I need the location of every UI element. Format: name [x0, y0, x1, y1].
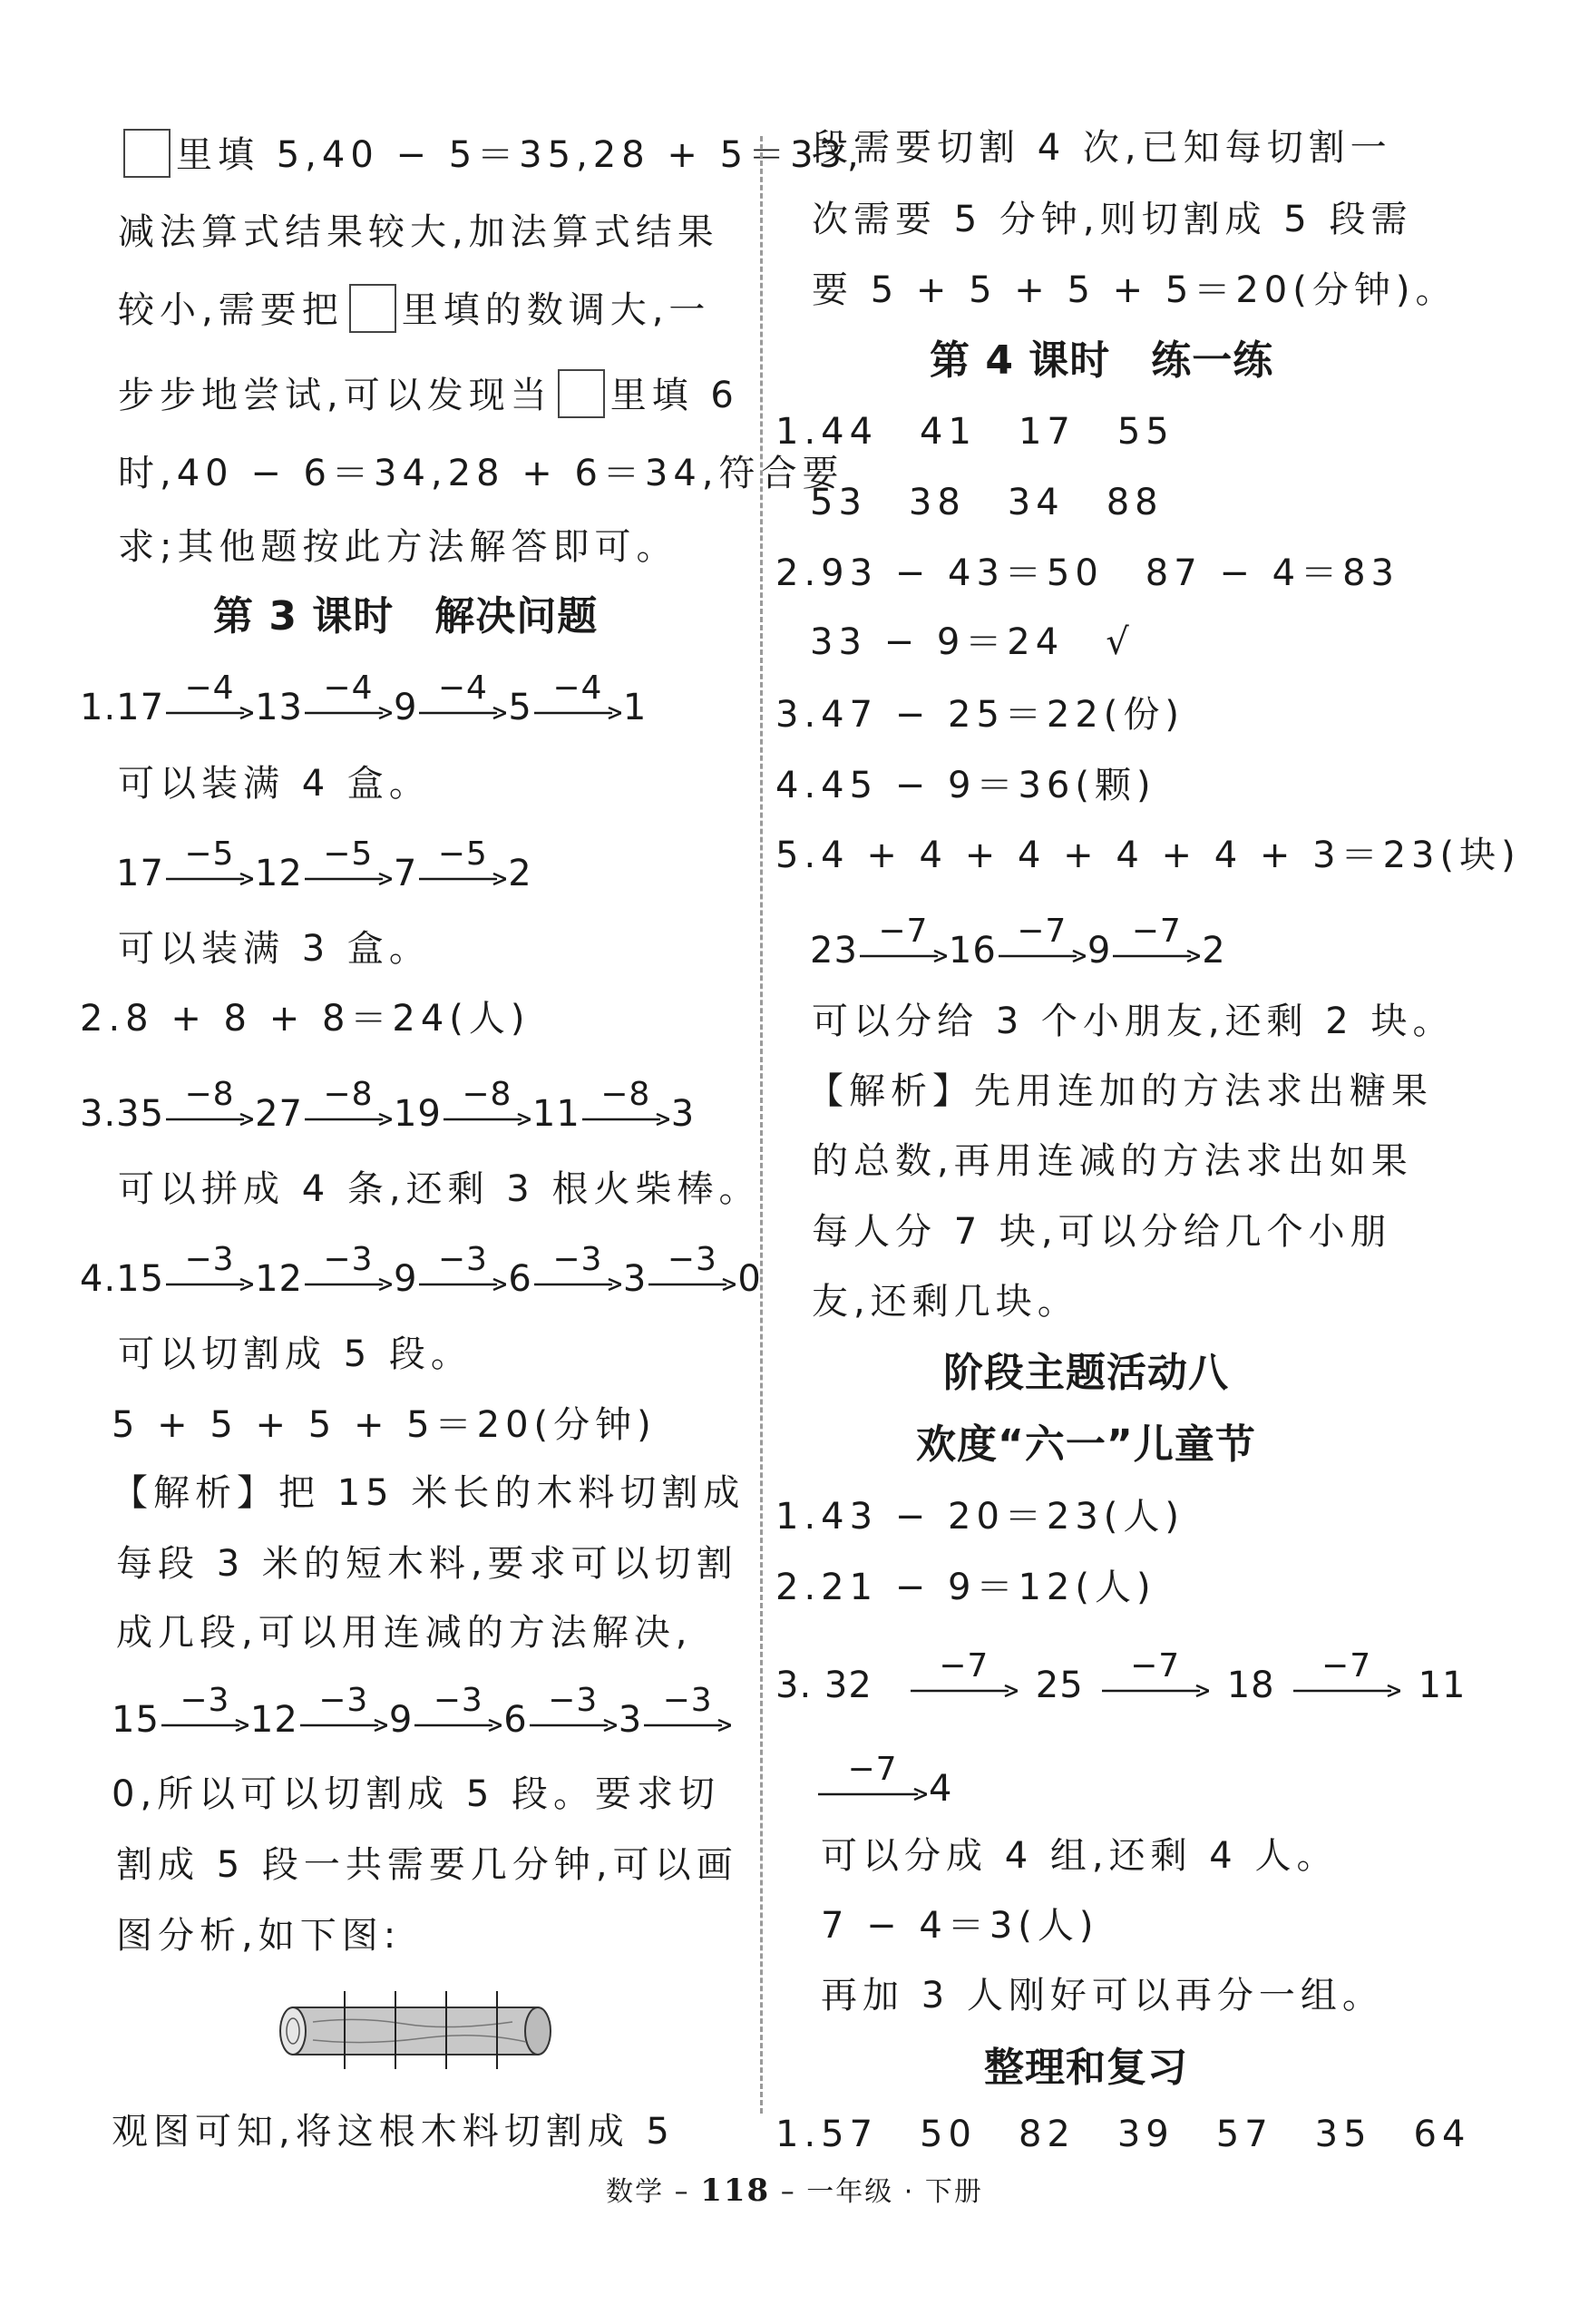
step-value: 1: [622, 687, 648, 728]
arrow-step: [644, 1684, 731, 1733]
subtraction-sequence: [80, 1241, 762, 1304]
exercise-5: 5.4 + 4 + 4 + 4 + 4 + 3＝23(块): [775, 835, 1521, 876]
wood-log-illustration: [277, 1982, 553, 2073]
analysis-sequence: [112, 1682, 733, 1745]
right-arrow-icon: [534, 706, 621, 720]
step-value: 16: [948, 930, 997, 972]
step-value: 18: [1226, 1665, 1275, 1706]
step-operator: −3: [323, 1241, 374, 1278]
blank-box: [558, 369, 605, 418]
sequence-start: 4.15: [80, 1258, 165, 1300]
step-value: 12: [249, 1699, 298, 1741]
step-value: 3: [618, 1699, 643, 1741]
arrow-step: [582, 1078, 669, 1127]
arrow-step: [419, 1243, 506, 1292]
step-operator: −7: [939, 1647, 989, 1684]
step-value: 12: [255, 1258, 303, 1300]
text-line: 可以分给 3 个小朋友,还剩 2 块。: [812, 1001, 1455, 1042]
right-arrow-icon: [300, 1718, 387, 1733]
right-arrow-icon: [530, 1718, 617, 1733]
right-arrow-icon: [305, 872, 392, 886]
analysis-line: 【解析】把 15 米长的木料切割成: [112, 1472, 746, 1514]
step-operator: −5: [437, 835, 488, 873]
text-line: 再加 3 人刚好可以再分一组。: [821, 1975, 1384, 2016]
step-value: 4: [929, 1768, 953, 1810]
subtraction-sequence: [816, 1751, 953, 1814]
text-line: 里填 5,40 − 5＝35,28 + 5＝33,: [118, 130, 864, 181]
step-operator: −5: [184, 835, 235, 873]
step-operator: −5: [323, 835, 374, 873]
problem-1b-sequence: [116, 835, 532, 899]
right-arrow-icon: [166, 872, 253, 886]
text-line: 较小,需要把 里填的数调大,一: [118, 285, 710, 337]
step-value: 25: [1035, 1665, 1084, 1706]
exercise-3: 3.47 − 25＝22(份): [775, 694, 1185, 736]
step-value: 13: [255, 687, 303, 728]
problem-3-sequence: [80, 1076, 696, 1139]
step-operator: −7: [1131, 913, 1182, 950]
step-value: 3: [622, 1258, 648, 1300]
step-value: 9: [393, 687, 418, 728]
step-operator: −4: [323, 669, 374, 707]
text-line: 段需要切割 4 次,已知每切割一: [812, 127, 1392, 169]
problem-1-sequence: [80, 669, 648, 733]
right-arrow-icon: [644, 1718, 731, 1733]
step-operator: −4: [437, 669, 488, 707]
right-arrow-icon: [305, 1112, 392, 1127]
right-arrow-icon: [305, 706, 392, 720]
step-operator: −4: [552, 669, 603, 707]
right-arrow-icon: [414, 1718, 502, 1733]
step-value: 0: [737, 1258, 762, 1300]
sequence-start: 17: [116, 853, 164, 894]
review-1-row: 1.57 50 82 39 57 35 64: [775, 2114, 1471, 2155]
subtraction-sequence: [112, 1682, 733, 1745]
sequence-start: 3.35: [80, 1093, 165, 1135]
sequence-start: 15: [112, 1699, 160, 1741]
text-line: 观图可知,将这根木料切割成 5: [112, 2111, 675, 2153]
arrow-step: [530, 1684, 617, 1733]
activity-2: 2.21 − 9＝12(人): [775, 1567, 1156, 1608]
blank-box: [123, 129, 171, 178]
analysis-line: 成几段,可以用连减的方法解决,: [116, 1612, 693, 1654]
arrow-step: [305, 1078, 392, 1127]
right-arrow-icon: [1113, 949, 1200, 963]
analysis-line: 每段 3 米的短木料,要求可以切割: [116, 1543, 738, 1585]
arrow-step: [648, 1243, 736, 1292]
analysis-line: 友,还剩几块。: [812, 1281, 1079, 1323]
page-number: 118: [700, 2173, 771, 2209]
analysis-line: 割成 5 段一共需要几分钟,可以画: [116, 1844, 738, 1886]
arrow-step: [419, 837, 506, 886]
subtraction-sequence: [80, 1076, 696, 1139]
text-line: 求;其他题按此方法解答即可。: [118, 526, 678, 568]
sequence-start: 23: [810, 930, 858, 972]
text-line: 要 5 + 5 + 5 + 5＝20(分钟)。: [812, 269, 1457, 311]
activity-subheading: 欢度“六一”儿童节: [916, 1421, 1256, 1468]
arrow-step: [534, 671, 621, 720]
right-arrow-icon: [419, 706, 506, 720]
step-operator: −3: [433, 1682, 483, 1719]
activity-3-sequence-cont: [816, 1751, 953, 1814]
step-operator: −3: [662, 1682, 713, 1719]
sequence-start: 1.17: [80, 687, 165, 728]
arrow-step: [1102, 1649, 1209, 1698]
subtraction-sequence: [775, 1647, 1467, 1711]
text-line: 步步地尝试,可以发现当 里填 6: [118, 370, 739, 422]
footer-subject: 数学: [606, 2176, 665, 2208]
footer-grade: 一年级 · 下册: [806, 2176, 983, 2208]
step-operator: −8: [184, 1076, 235, 1113]
arrow-step: [305, 671, 392, 720]
arrow-step: [166, 671, 253, 720]
right-arrow-icon: [860, 949, 947, 963]
exercise-4: 4.45 − 9＝36(颗): [775, 765, 1156, 806]
exercise-1-row: 1.44 41 17 55: [775, 411, 1175, 453]
problem-2: 2.8 + 8 + 8＝24(人): [80, 998, 531, 1040]
review-heading: 整理和复习: [984, 2045, 1188, 2091]
right-arrow-icon: [534, 1277, 621, 1292]
text-line: 时,40 − 6＝34,28 + 6＝34,符合要: [118, 453, 844, 494]
right-arrow-icon: [818, 1787, 927, 1802]
text-line: 可以装满 3 盒。: [118, 928, 431, 970]
right-arrow-icon: [1293, 1684, 1400, 1698]
arrow-step: [911, 1649, 1018, 1698]
step-value: 11: [531, 1093, 580, 1135]
subtraction-sequence: [80, 669, 648, 733]
right-arrow-icon: [444, 1112, 531, 1127]
text-line: 5 + 5 + 5 + 5＝20(分钟): [112, 1404, 657, 1446]
step-value: 9: [388, 1699, 414, 1741]
step-value: 7: [393, 853, 418, 894]
arrow-step: [999, 914, 1086, 963]
subtraction-sequence: [116, 835, 532, 899]
right-arrow-icon: [166, 1112, 253, 1127]
arrow-step: [305, 1243, 392, 1292]
step-operator: −3: [184, 1241, 235, 1278]
right-arrow-icon: [582, 1112, 669, 1127]
blank-box: [349, 284, 396, 333]
right-arrow-icon: [419, 1277, 506, 1292]
step-operator: −7: [1130, 1647, 1181, 1684]
text-line: 可以拼成 4 条,还剩 3 根火柴棒。: [118, 1168, 761, 1210]
step-operator: −4: [184, 669, 235, 707]
step-value: 9: [1087, 930, 1112, 972]
right-arrow-icon: [161, 1718, 249, 1733]
step-operator: −8: [600, 1076, 651, 1113]
right-arrow-icon: [419, 872, 506, 886]
arrow-step: [414, 1684, 502, 1733]
arrow-step: [166, 1078, 253, 1127]
analysis-line: 0,所以可以切割成 5 段。要求切: [112, 1773, 721, 1815]
column-divider: [760, 136, 763, 2114]
step-operator: −7: [1017, 913, 1067, 950]
step-operator: −7: [878, 913, 929, 950]
text-line: 可以装满 4 盒。: [118, 763, 431, 805]
subtraction-sequence: [810, 913, 1226, 976]
sequence-start: 3. 32: [775, 1665, 872, 1706]
analysis-line: 每人分 7 块,可以分给几个小朋: [812, 1211, 1392, 1253]
text-line: 7 − 4＝3(人): [821, 1905, 1099, 1947]
right-arrow-icon: [166, 1277, 253, 1292]
arrow-step: [1113, 914, 1200, 963]
step-operator: −3: [318, 1682, 369, 1719]
exercise-5-sequence: [810, 913, 1226, 976]
exercise-2-row: 2.93 − 43＝50 87 − 4＝83: [775, 552, 1399, 594]
exercise-2-row: 33 − 9＝24 √: [810, 621, 1135, 663]
activity-1: 1.43 − 20＝23(人): [775, 1496, 1185, 1538]
right-arrow-icon: [999, 949, 1086, 963]
text-line: 可以分成 4 组,还剩 4 人。: [821, 1835, 1339, 1877]
right-arrow-icon: [911, 1684, 1018, 1698]
right-arrow-icon: [305, 1277, 392, 1292]
right-arrow-icon: [648, 1277, 736, 1292]
step-value: 3: [670, 1093, 696, 1135]
arrow-step: [534, 1243, 621, 1292]
step-operator: −7: [1321, 1647, 1372, 1684]
step-operator: −7: [847, 1751, 898, 1788]
arrow-step: [419, 671, 506, 720]
exercise-1-row: 53 38 34 88: [810, 482, 1164, 523]
analysis-line: 图分析,如下图:: [116, 1915, 402, 1957]
step-value: 2: [1202, 930, 1226, 972]
step-value: 11: [1418, 1665, 1467, 1706]
page-footer: 数学 – 118 – 一年级 · 下册: [606, 2173, 983, 2209]
text-line: 可以切割成 5 段。: [118, 1333, 473, 1375]
arrow-step: [166, 1243, 253, 1292]
activity-3-sequence: [775, 1647, 1467, 1711]
arrow-step: [444, 1078, 531, 1127]
step-operator: −3: [548, 1682, 599, 1719]
arrow-step: [860, 914, 947, 963]
step-value: 9: [393, 1258, 418, 1300]
analysis-line: 的总数,再用连减的方法求出如果: [812, 1140, 1413, 1182]
arrow-step: [305, 837, 392, 886]
step-operator: −8: [462, 1076, 512, 1113]
step-value: 19: [393, 1093, 442, 1135]
step-operator: −3: [437, 1241, 488, 1278]
text-line: 次需要 5 分钟,则切割成 5 段需: [812, 199, 1413, 240]
step-operator: −3: [667, 1241, 717, 1278]
step-operator: −3: [180, 1682, 230, 1719]
step-value: 12: [254, 853, 303, 894]
right-arrow-icon: [1102, 1684, 1209, 1698]
arrow-step: [300, 1684, 387, 1733]
arrow-step: [818, 1753, 927, 1802]
step-operator: −3: [552, 1241, 603, 1278]
arrow-step: [166, 837, 253, 886]
step-value: 27: [255, 1093, 303, 1135]
analysis-line: 【解析】先用连加的方法求出糖果: [807, 1070, 1433, 1112]
step-operator: −8: [323, 1076, 374, 1113]
arrow-step: [1293, 1649, 1400, 1698]
arrow-step: [161, 1684, 249, 1733]
activity-heading: 阶段主题活动八: [943, 1350, 1229, 1396]
step-value: 6: [503, 1699, 528, 1741]
problem-4-sequence: [80, 1241, 762, 1304]
lesson-4-heading: 第 4 课时 练一练: [930, 337, 1274, 384]
text-line: 减法算式结果较大,加法算式结果: [118, 211, 719, 253]
step-value: 2: [508, 853, 532, 894]
step-value: 6: [508, 1258, 532, 1300]
lesson-3-heading: 第 3 课时 解决问题: [213, 593, 599, 640]
right-arrow-icon: [166, 706, 253, 720]
step-value: 5: [508, 687, 532, 728]
